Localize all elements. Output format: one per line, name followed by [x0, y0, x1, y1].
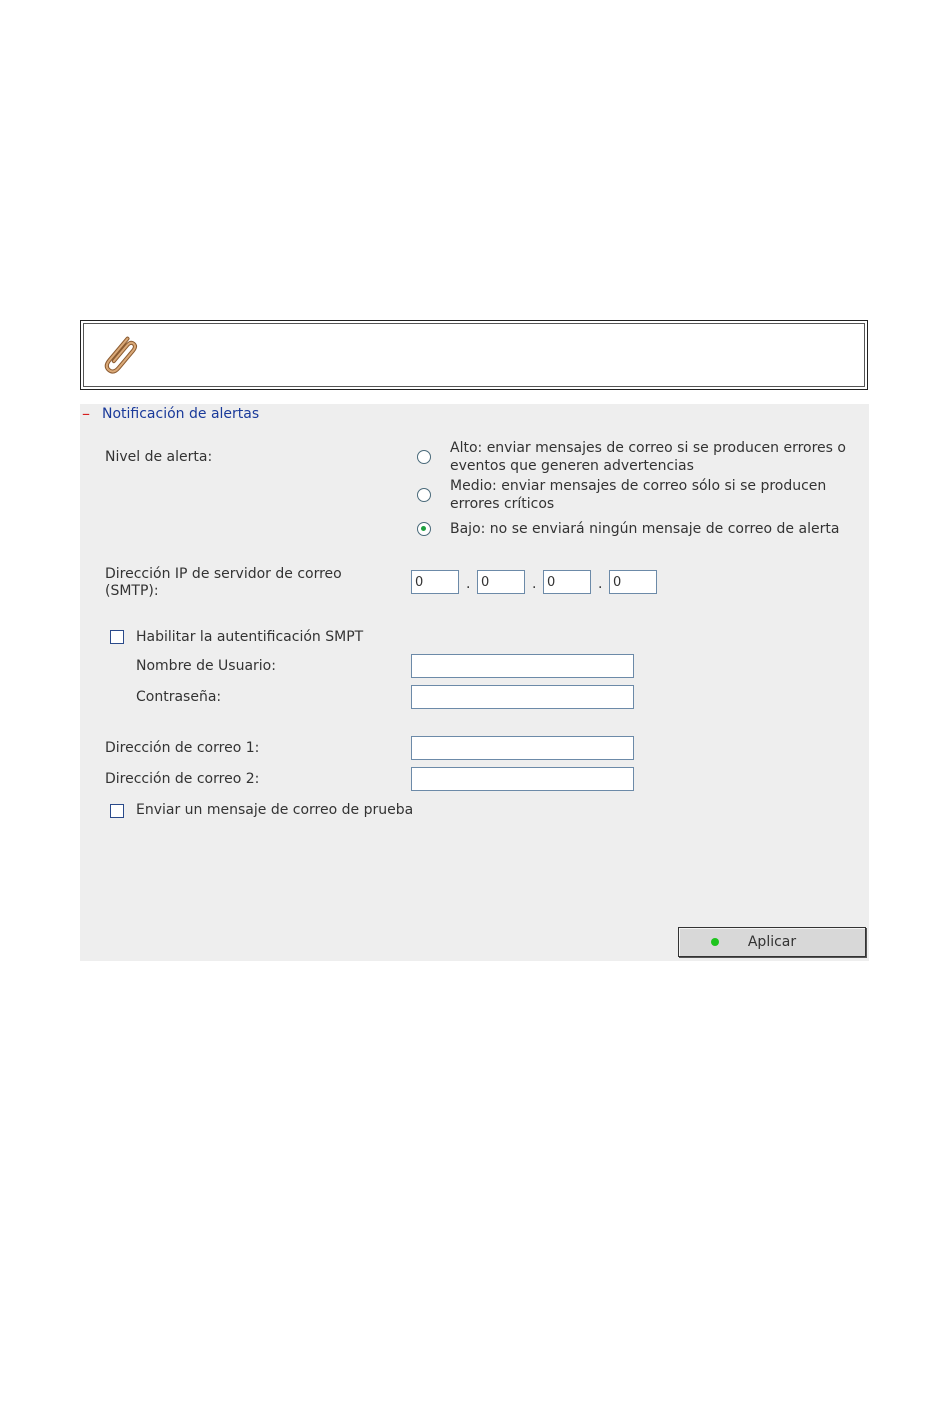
email2-input[interactable]: [411, 767, 634, 791]
ip-separator: .: [598, 576, 603, 592]
section-header[interactable]: [80, 404, 259, 424]
smtp-auth-label: Habilitar la autentificación SMPT: [136, 629, 364, 645]
radio-alert-high[interactable]: [417, 450, 431, 464]
password-label: Contraseña:: [136, 689, 222, 705]
radio-alert-low-label: Bajo: no se enviará ningún mensaje de correo de alerta: [450, 521, 840, 537]
username-label: Nombre de Usuario:: [136, 658, 276, 674]
smtp-ip-octet-4[interactable]: [609, 570, 657, 594]
alert-level-label: Nivel de alerta:: [105, 449, 213, 465]
test-email-label: Enviar un mensaje de correo de prueba: [136, 802, 414, 818]
paperclip-icon: [95, 331, 143, 379]
username-input[interactable]: [411, 654, 634, 678]
alert-notification-panel: [80, 404, 869, 961]
collapse-icon[interactable]: –: [82, 404, 90, 423]
note-box: [80, 320, 868, 390]
apply-button-label: Aplicar: [747, 934, 797, 950]
radio-alert-high-label: Alto: enviar mensajes de correo si se producen errores o eventos que generen advertencias: [450, 440, 846, 474]
smtp-ip-octet-2[interactable]: [477, 570, 525, 594]
test-email-checkbox[interactable]: [110, 804, 124, 818]
status-dot-icon: [711, 938, 719, 946]
email1-label: Dirección de correo 1:: [105, 740, 260, 756]
smtp-ip-octet-1[interactable]: [411, 570, 459, 594]
smtp-ip-label: Dirección IP de servidor de correo (SMTP):: [105, 566, 342, 599]
email1-input[interactable]: [411, 736, 634, 760]
smtp-auth-checkbox[interactable]: [110, 630, 124, 644]
radio-alert-medium-label: Medio: enviar mensajes de correo sólo si se producen errores críticos: [450, 478, 827, 512]
ip-separator: .: [466, 576, 471, 592]
email2-label: Dirección de correo 2:: [105, 771, 260, 787]
section-title: Notificación de alertas: [102, 406, 260, 422]
smtp-ip-octet-3[interactable]: [543, 570, 591, 594]
ip-separator: .: [532, 576, 537, 592]
radio-alert-low[interactable]: [417, 522, 431, 536]
password-input[interactable]: [411, 685, 634, 709]
radio-alert-medium[interactable]: [417, 488, 431, 502]
apply-button[interactable]: [678, 927, 866, 957]
